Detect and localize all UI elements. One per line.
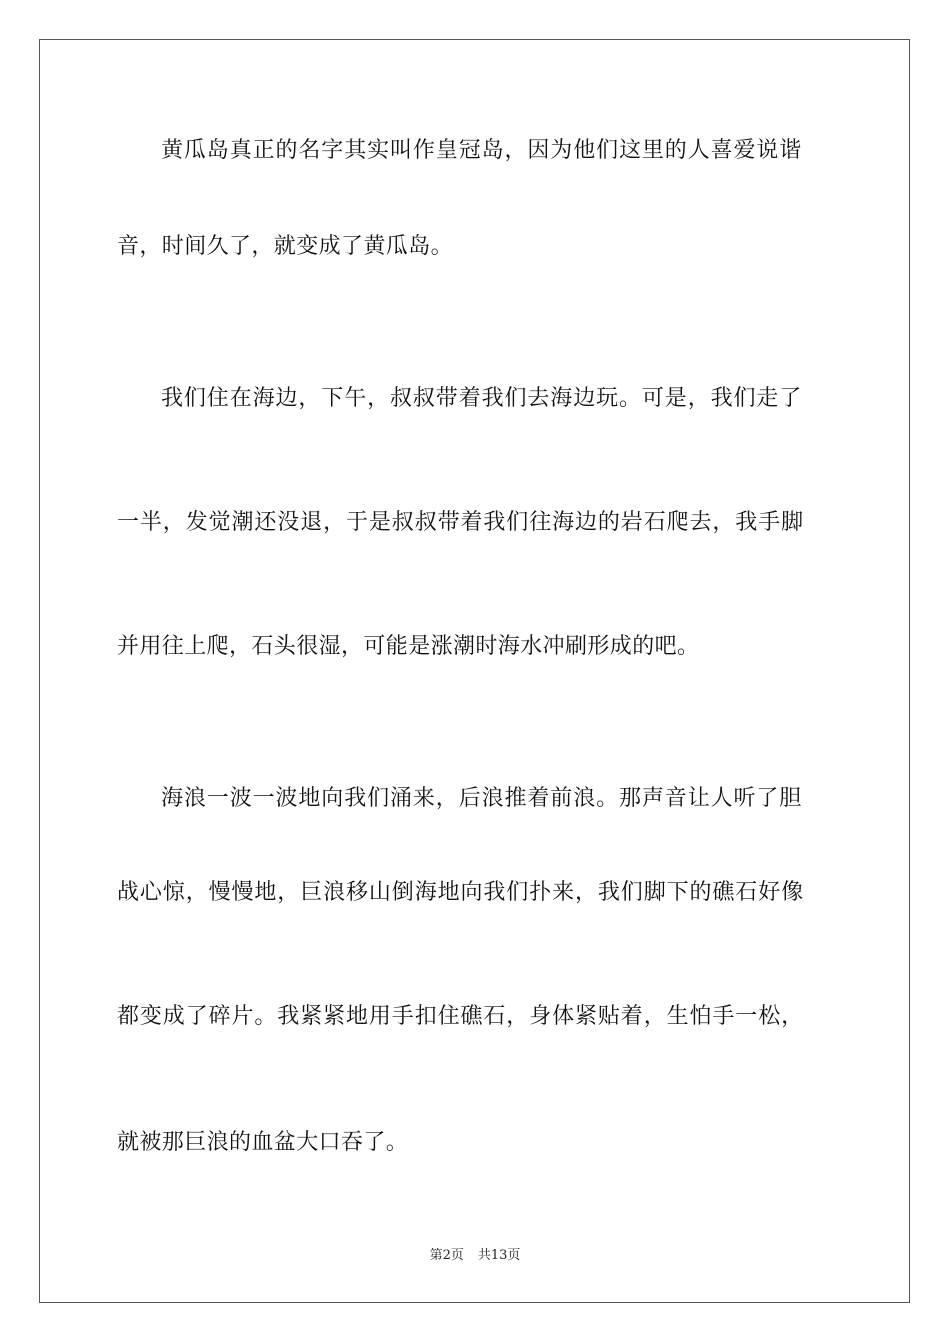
paragraph-2-line-1: 我们住在海边，下午，叔叔带着我们去海边玩。可是，我们走了: [161, 386, 803, 411]
paragraph-1-line-1: 黄瓜岛真正的名字其实叫作皇冠岛，因为他们这里的人喜爱说谐: [161, 138, 803, 163]
paragraph-2-line-3: 并用往上爬，石头很湿，可能是涨潮时海水冲刷形成的吧。: [117, 634, 700, 659]
paragraph-2-line-2: 一半，发觉潮还没退，于是叔叔带着我们往海边的岩石爬去，我手脚: [117, 510, 805, 535]
page-footer: [0, 1247, 950, 1265]
paragraph-3-line-4: 就被那巨浪的血盆大口吞了。: [117, 1130, 409, 1155]
page-total: 共13页: [477, 1248, 521, 1263]
page-number: 第2页: [429, 1248, 464, 1263]
paragraph-3-line-3: 都变成了碎片。我紧紧地用手扣住礁石，身体紧贴着，生怕手一松，: [117, 1004, 805, 1029]
paragraph-3-line-2: 战心惊，慢慢地，巨浪移山倒海地向我们扑来，我们脚下的礁石好像: [117, 880, 805, 905]
paragraph-3-line-1: 海浪一波一波地向我们涌来，后浪推着前浪。那声音让人听了胆: [161, 786, 803, 811]
page-frame: [39, 39, 910, 1303]
paragraph-1-line-2: 音，时间久了，就变成了黄瓜岛。: [117, 234, 454, 259]
